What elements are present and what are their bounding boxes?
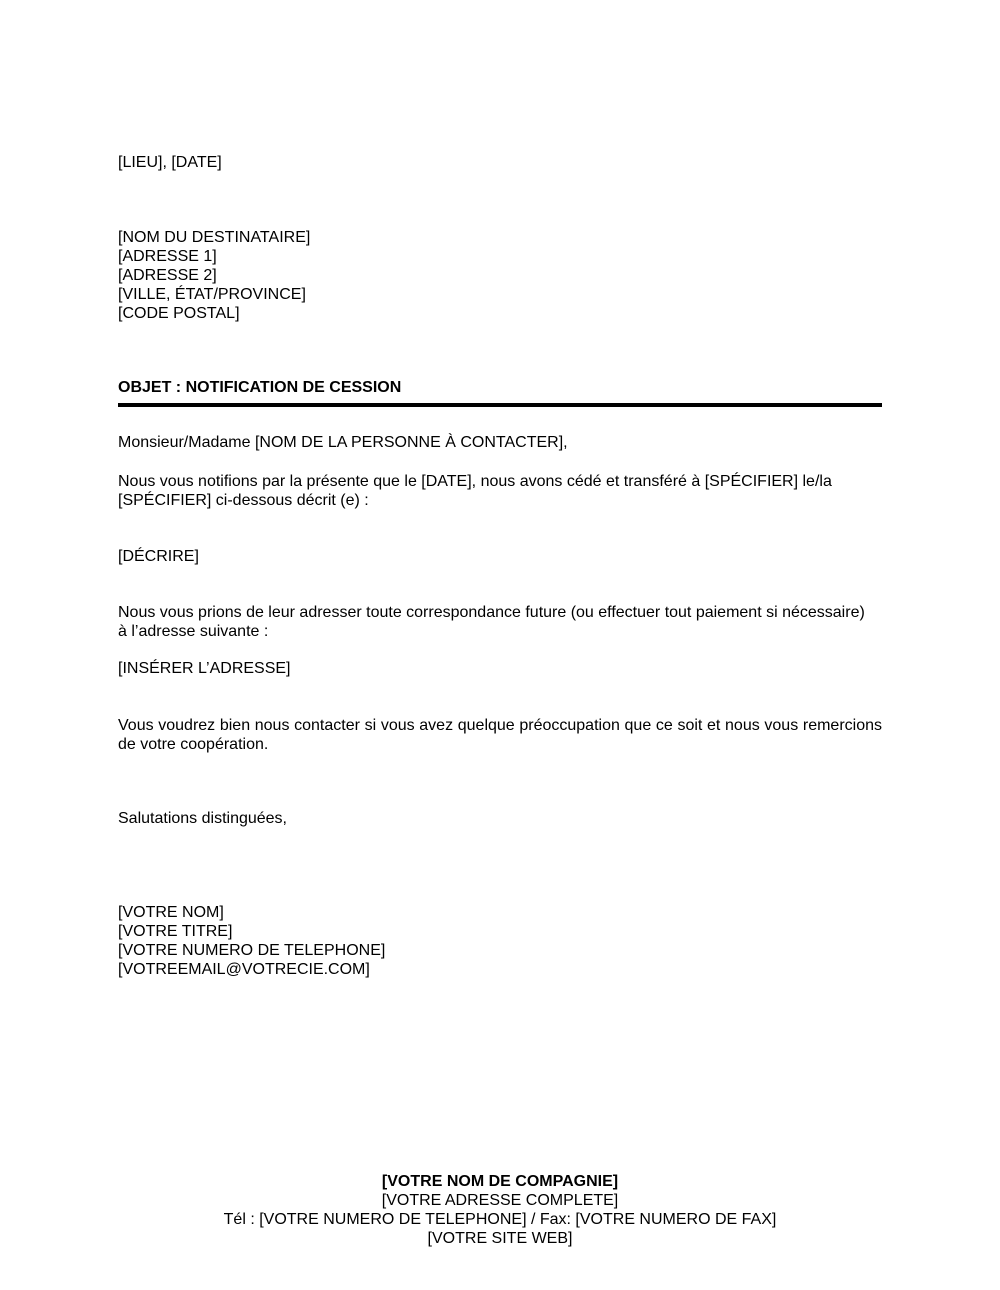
recipient-address-2: [ADRESSE 2]: [118, 267, 217, 284]
recipient-city-state: [VILLE, ÉTAT/PROVINCE]: [118, 286, 306, 303]
place-date: [118, 153, 882, 172]
paragraph-2-line-1: Nous vous prions de leur adresser toute correspondance future (ou effectuer tout paiement si nécessaire): [118, 604, 865, 621]
footer-address: [VOTRE ADRESSE COMPLETE]: [381, 1192, 619, 1209]
footer-contact: Tél : [VOTRE NUMERO DE TELEPHONE] / Fax: [VOTRE NUMERO DE FAX]: [223, 1211, 777, 1228]
salutation: [118, 433, 882, 452]
subject-text: OBJET : NOTIFICATION DE CESSION: [118, 379, 402, 396]
signature-phone: [VOTRE NUMERO DE TELEPHONE]: [118, 942, 386, 959]
body-paragraph-2: [118, 603, 882, 641]
salutation-text: Monsieur/Madame [NOM DE LA PERSONNE À CONTACTER],: [118, 434, 568, 451]
signature-email: [VOTREEMAIL@VOTRECIE.COM]: [118, 961, 370, 978]
signature-block: [118, 903, 882, 979]
insert-address-text: [INSÉRER L’ADRESSE]: [118, 660, 291, 677]
closing: [118, 809, 882, 828]
insert-address-placeholder: [118, 659, 882, 678]
footer-company-name: [VOTRE NOM DE COMPAGNIE]: [381, 1173, 619, 1190]
recipient-name: [NOM DU DESTINATAIRE]: [118, 229, 311, 246]
paragraph-3-text: Vous voudrez bien nous contacter si vous avez quelque préoccupation que ce soit et nous vous remercions de votre coopération.: [118, 717, 882, 753]
body-paragraph-1: [118, 472, 882, 510]
recipient-postal-code: [CODE POSTAL]: [118, 305, 240, 322]
place-date-text: [LIEU], [DATE]: [118, 154, 222, 171]
signature-name: [VOTRE NOM]: [118, 904, 224, 921]
company-footer: [0, 1172, 1000, 1248]
describe-placeholder: [118, 547, 882, 566]
closing-text: Salutations distinguées,: [118, 810, 287, 827]
body-paragraph-3: [118, 716, 882, 754]
paragraph-1-line-2: [SPÉCIFIER] ci-dessous décrit (e) :: [118, 492, 369, 509]
recipient-address-1: [ADRESSE 1]: [118, 248, 217, 265]
subject-divider: [118, 403, 882, 407]
footer-website: [VOTRE SITE WEB]: [427, 1230, 573, 1247]
signature-title: [VOTRE TITRE]: [118, 923, 233, 940]
paragraph-2-line-2: à l’adresse suivante :: [118, 623, 269, 640]
paragraph-1-line-1: Nous vous notifions par la présente que le [DATE], nous avons cédé et transféré à [SPÉCIFIER] le/la: [118, 473, 832, 490]
recipient-address: [118, 228, 882, 323]
describe-text: [DÉCRIRE]: [118, 548, 199, 565]
subject-line: [118, 378, 882, 397]
